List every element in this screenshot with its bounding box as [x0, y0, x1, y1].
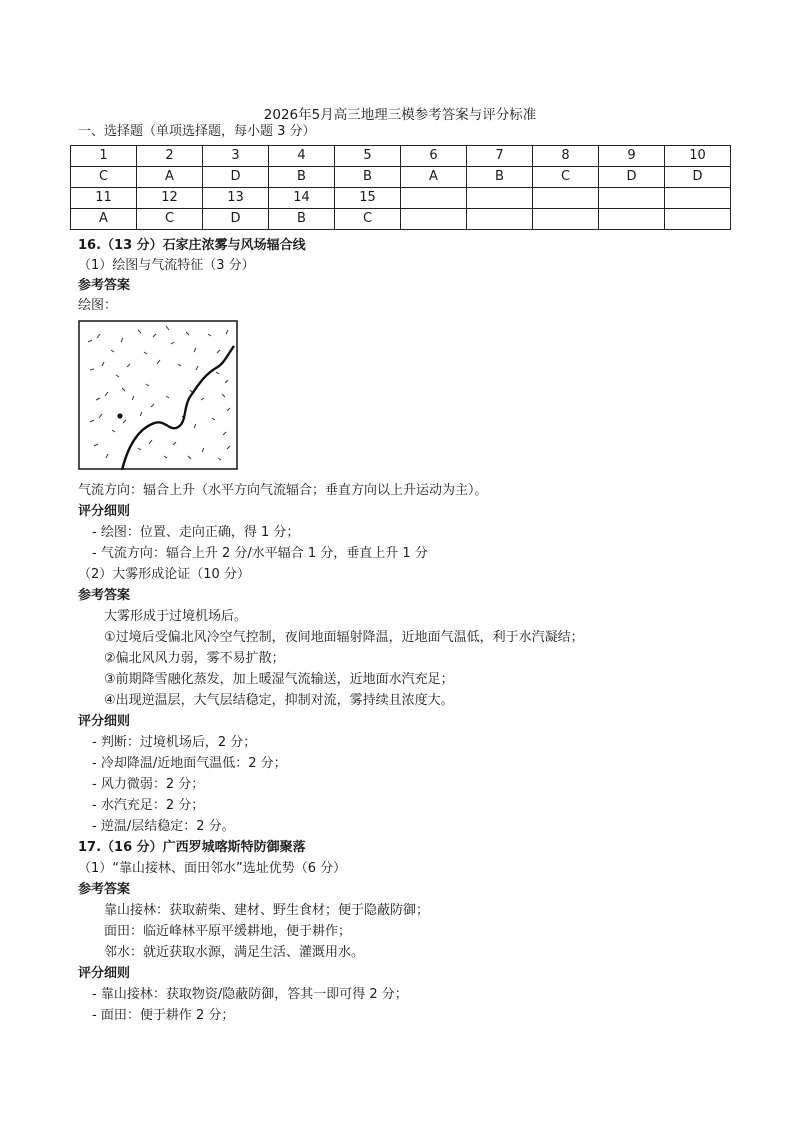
q17-answer-line: 面田：临近峰林平原平缓耕地，便于耕作；: [104, 924, 352, 939]
table-cell: B: [335, 167, 401, 188]
table-cell: [599, 188, 665, 209]
q16-scoring2-label: 评分细则: [78, 714, 131, 729]
page-title: 2026年5月高三地理三模参考答案与评分标准: [263, 107, 537, 123]
q17-scoring-item: - 靠山接林：获取物资/隐蔽防御，答其一即可得 2 分；: [92, 987, 408, 1002]
table-cell: A: [137, 167, 203, 188]
table-cell: 1: [71, 146, 137, 167]
table-cell: 4: [269, 146, 335, 167]
q16-answer-line: ③前期降雪融化蒸发，加上暖湿气流输送，近地面水汽充足；: [104, 672, 454, 687]
table-row: [71, 188, 731, 209]
q16-part1-title: （1）绘图与气流特征（3 分）: [78, 258, 255, 273]
q16-answer-line: ④出现逆温层，大气层结稳定，抑制对流，雾持续且浓度大。: [104, 693, 454, 708]
q17-scoring-label: 评分细则: [78, 966, 131, 981]
wind-field-figure: [78, 320, 238, 470]
table-cell: 11: [71, 188, 137, 209]
q16-scoring2-item: - 水汽充足：2 分；: [92, 798, 205, 813]
table-cell: [467, 209, 533, 230]
table-cell: [467, 188, 533, 209]
table-cell: 6: [401, 146, 467, 167]
q16-scoring-item: - 气流方向：辐合上升 2 分/水平辐合 1 分，垂直上升 1 分: [92, 546, 428, 561]
q16-scoring2-item: - 冷却降温/近地面气温低：2 分；: [92, 756, 287, 771]
table-cell: A: [71, 209, 137, 230]
table-cell: 13: [203, 188, 269, 209]
table-cell: [665, 188, 731, 209]
table-cell: 2: [137, 146, 203, 167]
q16-ref2-label: 参考答案: [78, 588, 131, 603]
table-cell: A: [401, 167, 467, 188]
q16-scoring-item: - 绘图：位置、走向正确，得 1 分；: [92, 525, 300, 540]
q16-scoring2-item: - 风力微弱：2 分；: [92, 777, 205, 792]
table-cell: 7: [467, 146, 533, 167]
q17-header: 17.（16 分）广西罗城喀斯特防御聚落: [78, 840, 306, 855]
table-row: [71, 209, 731, 230]
q16-ref-label: 参考答案: [78, 278, 131, 293]
q16-header: 16.（13 分）石家庄浓雾与风场辐合线: [78, 238, 306, 253]
table-cell: [665, 209, 731, 230]
airport-point-marker: [117, 413, 122, 418]
table-cell: [599, 209, 665, 230]
table-row: [71, 146, 731, 167]
table-cell: 15: [335, 188, 401, 209]
q16-scoring2-item: - 判断：过境机场后，2 分；: [92, 735, 257, 750]
table-cell: 8: [533, 146, 599, 167]
table-cell: C: [137, 209, 203, 230]
table-cell: 14: [269, 188, 335, 209]
q16-scoring2-item: - 逆温/层结稳定：2 分。: [92, 819, 235, 834]
q16-answer-line: ①过境后受偏北风冷空气控制，夜间地面辐射降温，近地面气温低，利于水汽凝结；: [104, 630, 584, 645]
table-cell: D: [665, 167, 731, 188]
answer-table: [70, 145, 731, 230]
table-cell: 5: [335, 146, 401, 167]
table-cell: D: [203, 167, 269, 188]
q16-airflow-answer: 气流方向：辐合上升（水平方向气流辐合；垂直方向以上升运动为主）。: [78, 483, 488, 498]
q16-answer-line: 大雾形成于过境机场后。: [104, 609, 248, 624]
table-cell: B: [269, 167, 335, 188]
table-cell: [533, 188, 599, 209]
figure-frame: [79, 321, 237, 469]
table-cell: C: [533, 167, 599, 188]
table-cell: D: [599, 167, 665, 188]
q17-answer-line: 邻水：就近获取水源，满足生活、灌溉用水。: [104, 945, 365, 960]
table-cell: [401, 209, 467, 230]
section-1-heading: 一、选择题（单项选择题，每小题 3 分）: [78, 124, 316, 139]
q17-part1-title: （1）“靠山接林、面田邻水”选址优势（6 分）: [78, 861, 347, 876]
table-cell: 3: [203, 146, 269, 167]
table-cell: D: [203, 209, 269, 230]
table-cell: [401, 188, 467, 209]
table-cell: 9: [599, 146, 665, 167]
table-cell: C: [71, 167, 137, 188]
q16-part2-title: （2）大雾形成论证（10 分）: [78, 567, 250, 582]
table-row: [71, 167, 731, 188]
table-cell: C: [335, 209, 401, 230]
table-cell: B: [467, 167, 533, 188]
q17-scoring-item: - 面田：便于耕作 2 分；: [92, 1008, 235, 1023]
q16-answer-line: ②偏北风风力弱，雾不易扩散；: [104, 651, 285, 666]
table-cell: 10: [665, 146, 731, 167]
table-cell: 12: [137, 188, 203, 209]
q17-answer-line: 靠山接林：获取薪柴、建材、野生食材；便于隐蔽防御；: [104, 903, 430, 918]
q16-draw-label: 绘图：: [78, 298, 118, 313]
q16-scoring-label: 评分细则: [78, 504, 131, 519]
table-cell: [533, 209, 599, 230]
q17-ref-label: 参考答案: [78, 882, 131, 897]
table-cell: B: [269, 209, 335, 230]
